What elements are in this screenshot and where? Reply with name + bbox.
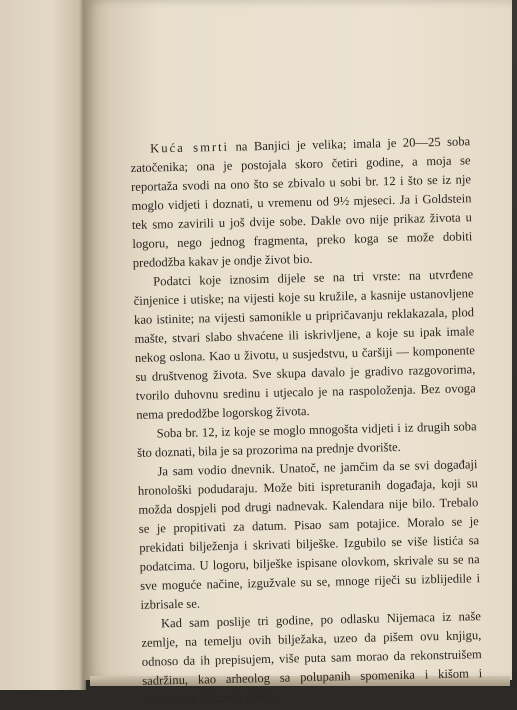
- paragraph-1: [130, 132, 473, 273]
- paragraph-2: [133, 265, 476, 425]
- paragraph-5: [141, 607, 483, 710]
- paragraph-lead: Kuća smrti: [150, 139, 230, 156]
- paragraph-text: Soba br. 12, iz koje se moglo mnogošta vidjeti i iz drugih soba što doznati, bila je sa prozorima na prednje dvorište.: [136, 419, 477, 460]
- paragraph-text: na Banjici je velika; imala je 20—25 soba zatočenika; ona je postojala skoro četiri godine, a moja se reportaža svodi na ono što se zbivalo u sobi br. 12 i što se iz nje moglo vidjeti i doznati, u vremenu od 9½ mjeseci. Ja i Goldstein tek smo zavirili u još dvije sobe. Dakle ovo nije prikaz života u logoru, nego jednog fragmenta, preko koga se može dobiti predodžba kakav je ondje život bio.: [130, 134, 473, 270]
- facing-page: [0, 0, 86, 690]
- paragraph-4: [137, 455, 480, 615]
- body-text: [130, 132, 483, 710]
- paragraph-text: Kad sam poslije tri godine, po odlasku Nijemaca iz naše zemlje, na temelju ovih bilježaka, uzeo da pišem ovu knjigu, odnoso da ih prepisujem, više puta sam morao da rekonstruišem sadržinu, kao arheolog sa polupanih spomenika i kišom i vremenom izlizanih ploča.: [141, 609, 483, 707]
- paragraph-text: Podatci koje iznosim dijele se na tri vrste: na utvrđene činjenice i utiske; na vijesti koje su kružile, a kasnije ustanovljene kao istinite; na vijesti samonikle u pripričavanju reklakazala, plod mašte, stvari slabo shvaćene ili iskrivljene, a koje su ipak imale nekog oslona. Kao u životu, u susjedstvu, u čaršiji — komponente su društvenog života. Sve skupa davalo je gradivo razgovorima, tvorilo duhovnu sredinu i utjecalo je na raspoloženja. Bez ovoga nema predodžbe logorskog života.: [133, 267, 476, 422]
- paragraph-text: Ja sam vodio dnevnik. Unatoč, ne jamčim da se svi događaji hronološki podudaraju. Može biti ispreturanih događaja, koji su možda dospjeli pod drugi nadnevak. Kalendara nije bilo. Trebalo se je propitivati za datum. Pisao sam potajice. Moralo se je prekidati bilježenja i skrivati bilješke. Izgubilo se više listića sa podatcima. U logoru, bilješke ispisane olovkom, skrivale su se na sve moguće načine, izgužvale su se, mnoge riječi su izblijedile i izbrisale se.: [137, 457, 481, 612]
